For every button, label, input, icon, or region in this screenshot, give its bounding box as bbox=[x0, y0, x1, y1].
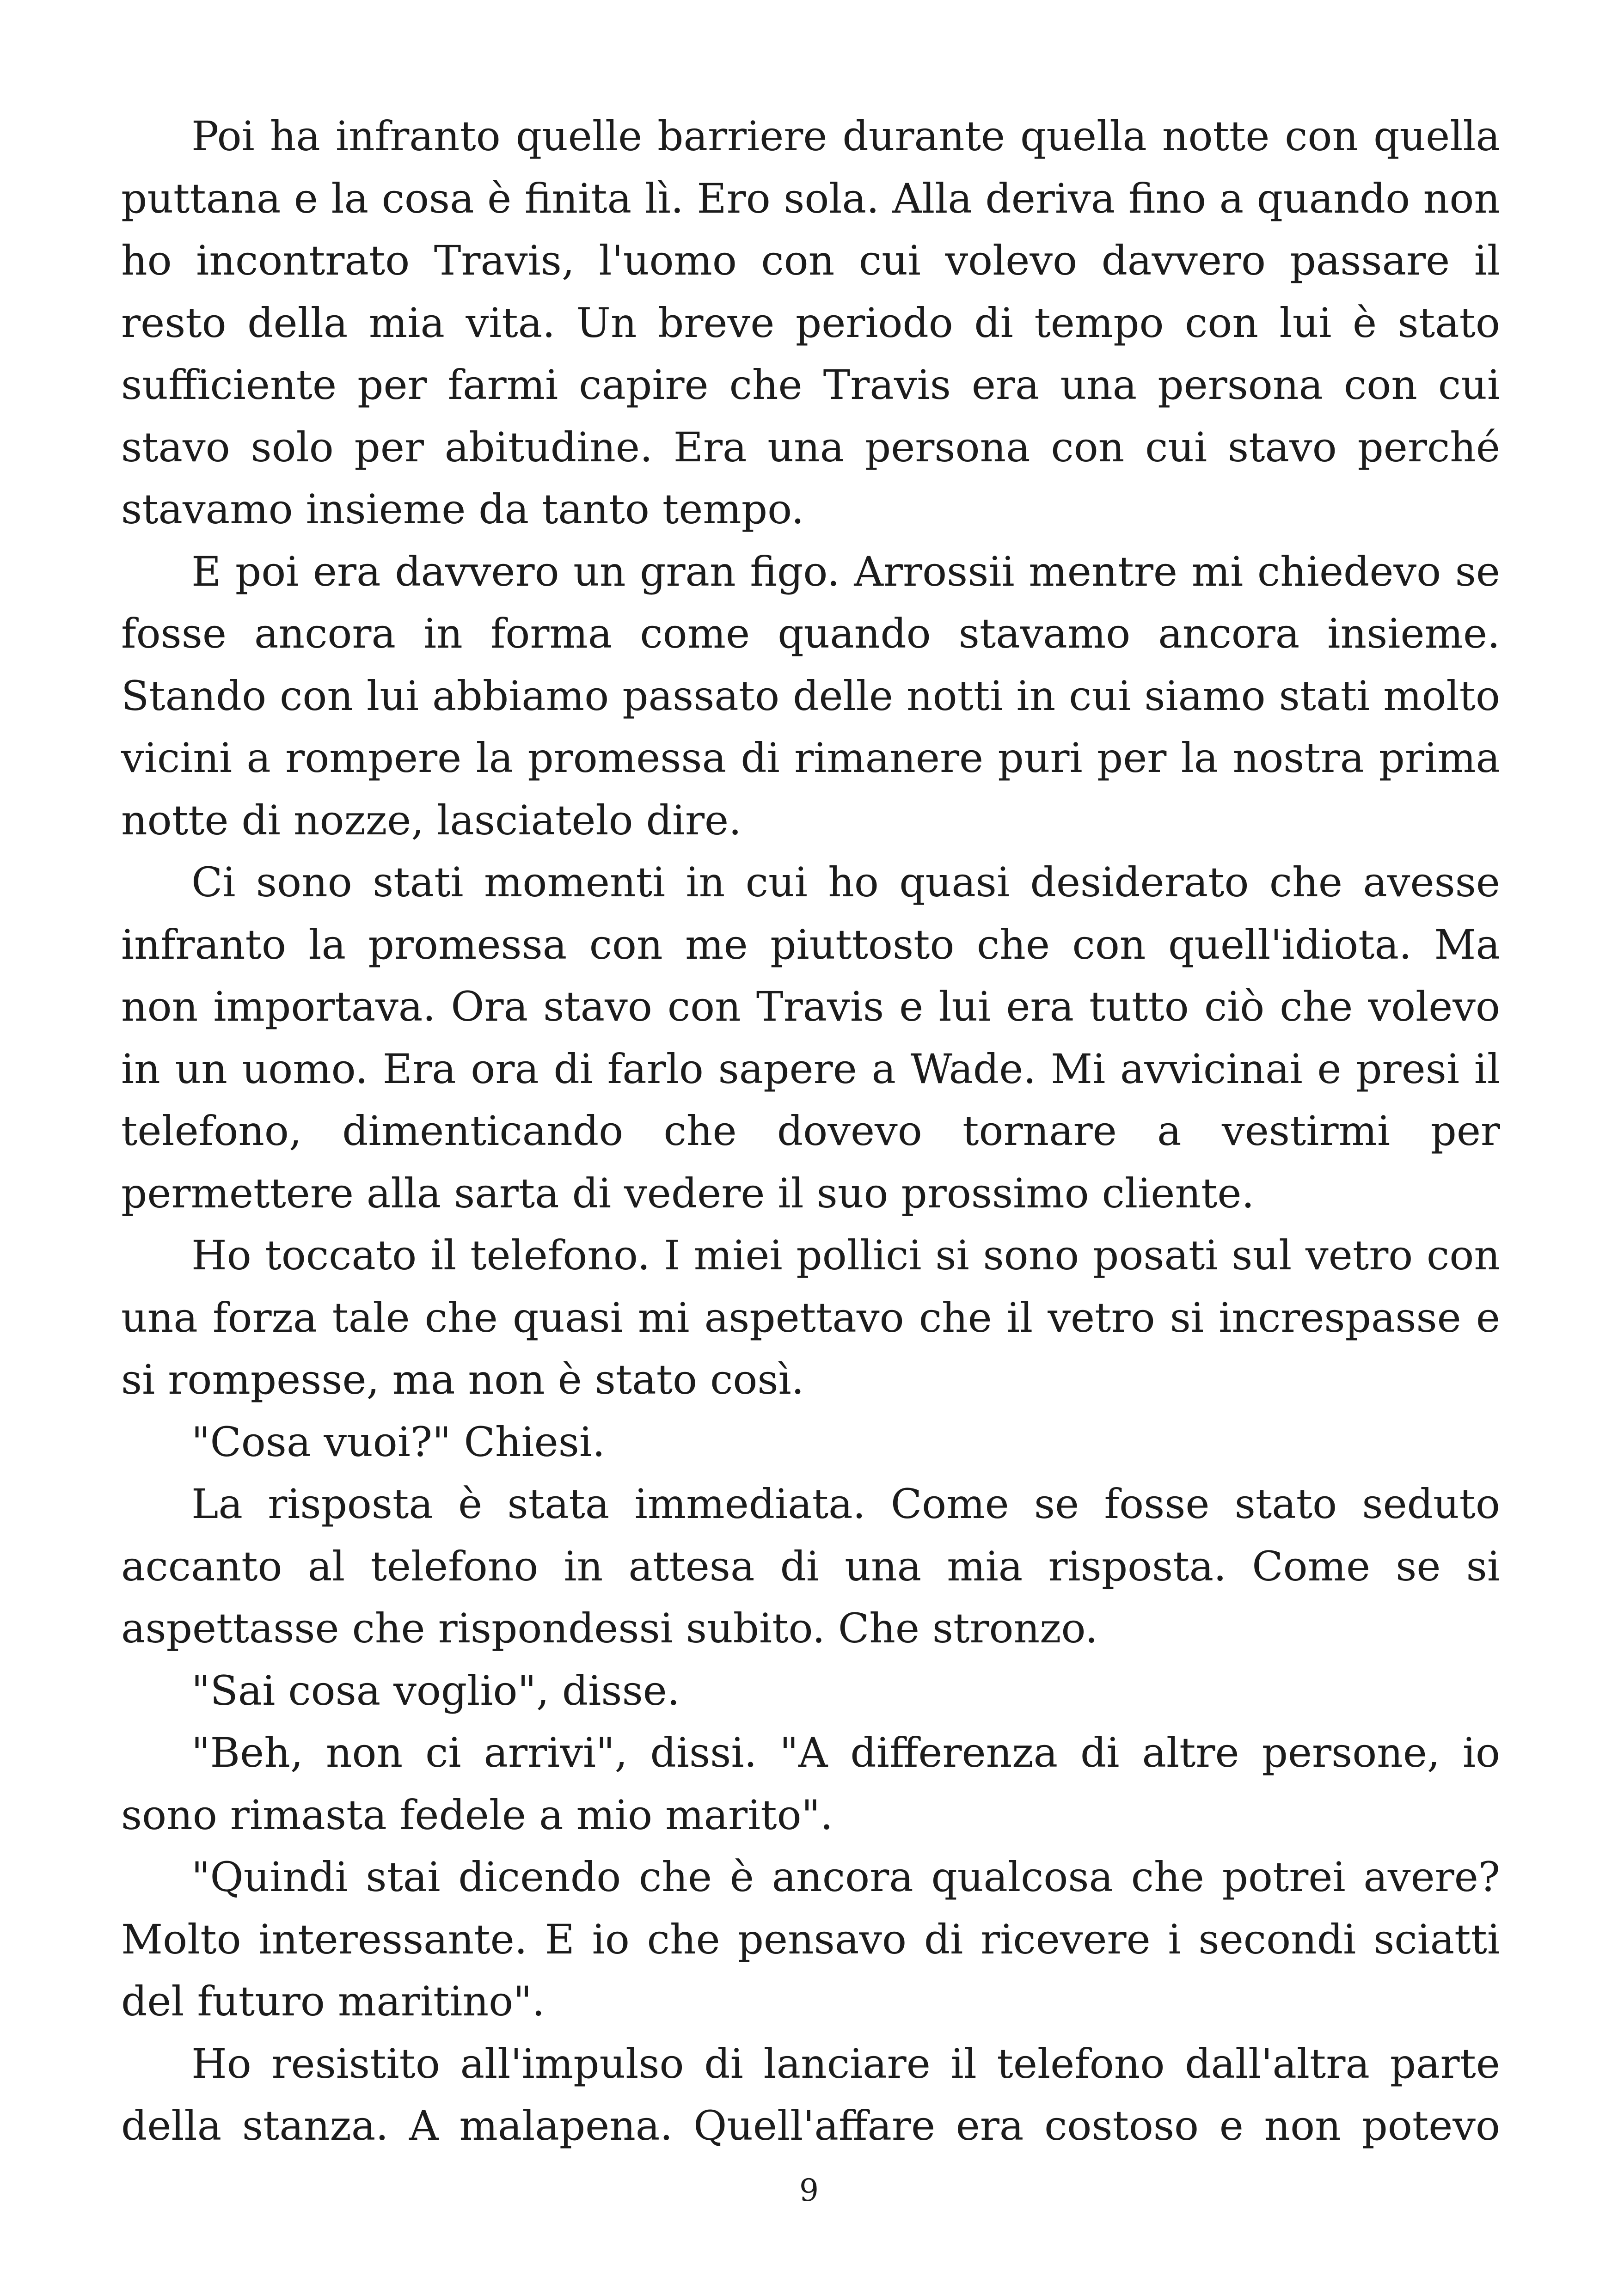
page-number: 9 bbox=[799, 2173, 819, 2208]
paragraph-2: E poi era davvero un gran figo. Arrossii mentre mi chiedevo se fosse ancora in forma come quando stavamo ancora insieme. Stando con lui abbiamo passato delle notti in cui siamo stati molto vicini a rompere la promessa di rimanere puri per la nostra prima notte di nozze, lasciatelo dire. bbox=[121, 547, 1500, 844]
paragraph-5: "Cosa vuoi?" Chiesi. bbox=[191, 1418, 606, 1466]
paragraph-10: Ho resistito all'impulso di lanciare il telefono dall'altra parte della stanza. A malapena. Quell'affare era costoso e non potevo bbox=[121, 2039, 1500, 2149]
paragraph-4: Ho toccato il telefono. I miei pollici si sono posati sul vetro con una forza tale che quasi mi aspettavo che il vetro si increspasse e si rompesse, ma non è stato così. bbox=[121, 1231, 1500, 1403]
paragraph-6: La risposta è stata immediata. Come se fosse stato seduto accanto al telefono in attesa di una mia risposta. Come se si aspettasse che rispondessi subito. Che stronzo. bbox=[121, 1480, 1500, 1652]
body-text bbox=[121, 105, 1500, 2157]
paragraph-9: "Quindi stai dicendo che è ancora qualcosa che potrei avere? Molto interessante. E io che pensavo di ricevere i secondi sciatti del futuro maritino". bbox=[121, 1853, 1500, 2025]
paragraph-3: Ci sono stati momenti in cui ho quasi desiderato che avesse infranto la promessa con me piuttosto che con quell'idiota. Ma non importava. Ora stavo con Travis e lui era tutto ciò che volevo in un uomo. Era ora di farlo sapere a Wade. Mi avvicinai e presi il telefono, dimenticando che dovevo tornare a vestirmi per permettere alla sarta di vedere il suo prossimo cliente. bbox=[121, 858, 1500, 1217]
paragraph-1: Poi ha infranto quelle barriere durante quella notte con quella puttana e la cosa è finita lì. Ero sola. Alla deriva fino a quando non ho incontrato Travis, l'uomo con cui volevo davvero passare il resto della mia vita. Un breve periodo di tempo con lui è stato sufficiente per farmi capire che Travis era una persona con cui stavo solo per abitudine. Era una persona con cui stavo perché stavamo insieme da tanto tempo. bbox=[121, 112, 1500, 533]
paragraph-8: "Beh, non ci arrivi", dissi. "A differenza di altre persone, io sono rimasta fedele a mio marito". bbox=[121, 1729, 1500, 1839]
paragraph-7: "Sai cosa voglio", disse. bbox=[191, 1666, 680, 1714]
